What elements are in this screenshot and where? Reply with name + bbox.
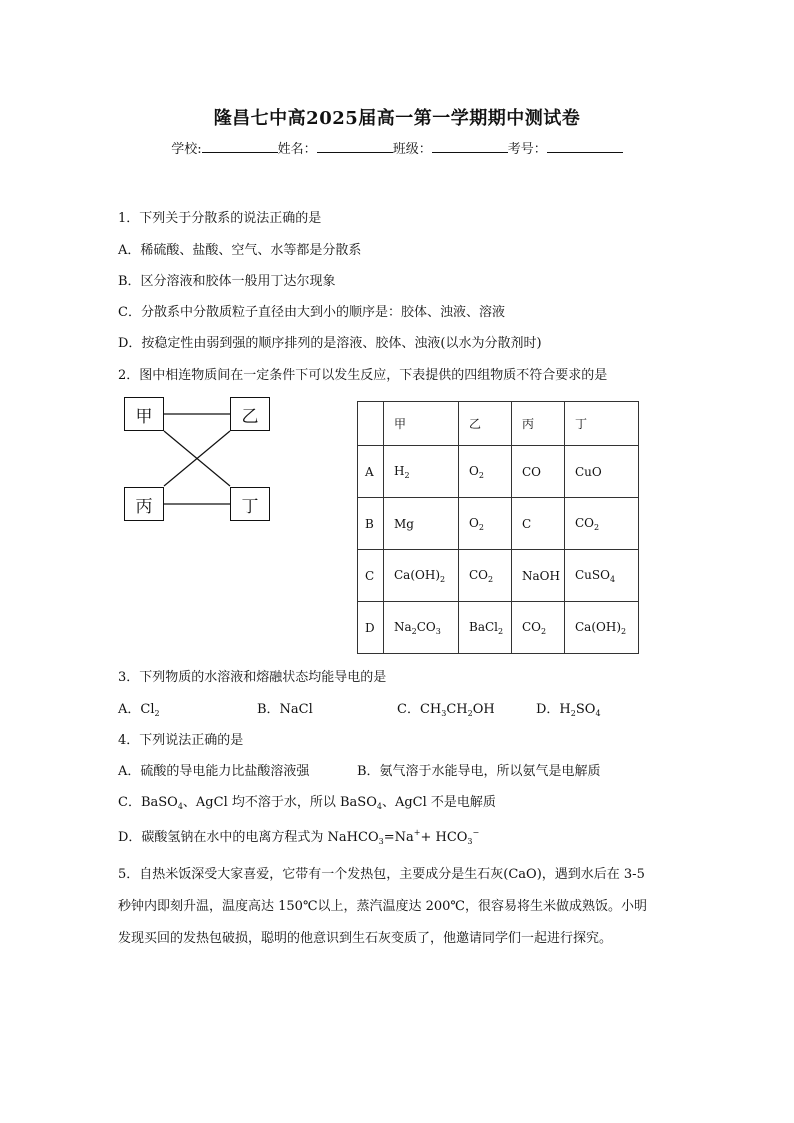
class-label: 班级： [392,142,432,157]
table-cell: CO [512,446,565,498]
table-cell: $O_2$ [459,498,512,550]
q3-option-b: B．NaCl [257,702,313,717]
class-blank[interactable] [432,140,508,153]
table-cell: C [512,498,565,550]
q5-line-2: 秒钟内即刻升温，温度高达 150℃以上，蒸汽温度达 200℃，很容易将生米做成熟饭。小明 [118,899,647,914]
q2-stem: 2．图中相连物质间在一定条件下可以发生反应，下表提供的四组物质不符合要求的是 [118,368,608,383]
box-bing: 丙 [124,487,164,521]
header-cell: 丙 [512,402,565,446]
table-cell: BaCl$_2$ [459,602,512,654]
q3-option-d: D．$H_2SO_4$ [536,702,601,718]
table-cell: $CO_2$ [565,498,639,550]
exam-no-blank[interactable] [547,140,623,153]
table-row [358,446,639,498]
table-cell: $O_2$ [459,446,512,498]
box-ding: 丁 [230,487,270,521]
table-row [358,550,639,602]
q1-option-d: D．按稳定性由弱到强的顺序排列的是溶液、胶体、浊液(以水为分散剂时) [118,336,542,351]
q2-options-table [357,401,639,654]
q5-line-1: 5．自热米饭深受大家喜爱，它带有一个发热包，主要成分是生石灰(CaO)，遇到水后在 3-5 [118,867,645,882]
table-row [358,498,639,550]
school-label: 学校: [171,142,202,157]
table-cell: NaOH [512,550,565,602]
q3-option-a: A．$Cl_2$ [118,702,160,718]
q5-line-3: 发现买回的发热包破损，聪明的他意识到生石灰变质了，他邀请同学们一起进行探究。 [118,931,613,946]
table-cell: $CO_2$ [459,550,512,602]
q4-option-c: C．BaSO$_4$、AgCl 均不溶于水，所以 BaSO$_4$、AgCl 不是电解质 [118,795,496,811]
q1-option-b: B．区分溶液和胶体一般用丁达尔现象 [118,274,336,289]
exam-title: 隆昌七中高2025届高一第一学期期中测试卷 [213,108,581,129]
table-cell: Mg [384,498,459,550]
q4-option-b: B．氨气溶于水能导电，所以氨气是电解质 [357,764,601,779]
table-cell: $H_2$ [384,446,459,498]
table-cell: CuO [565,446,639,498]
box-jia: 甲 [124,397,164,431]
q1-option-c: C．分散系中分散质粒子直径由大到小的顺序是：胶体、浊液、溶液 [118,305,505,320]
table-row [358,602,639,654]
q3-option-c: C．$CH_3CH_2OH$ [397,702,495,718]
table-cell: CuSO$_4$ [565,550,639,602]
box-yi: 乙 [230,397,270,431]
name-blank[interactable] [317,140,393,153]
header-cell: 丁 [565,402,639,446]
row-label: B [358,498,384,550]
q1-stem: 1．下列关于分散系的说法正确的是 [118,211,322,226]
q1-option-a: A．稀硫酸、盐酸、空气、水等都是分散系 [118,243,362,258]
header-cell: 乙 [459,402,512,446]
q4-option-a: A．硫酸的导电能力比盐酸溶液强 [118,764,310,779]
row-label: C [358,550,384,602]
exam-no-label: 考号： [507,142,547,157]
header-cell: 甲 [384,402,459,446]
table-header-row [358,402,639,446]
school-blank[interactable] [202,140,278,153]
row-label: D [358,602,384,654]
student-info-line [0,138,794,157]
row-label: A [358,446,384,498]
header-cell [358,402,384,446]
table-cell: $CO_2$ [512,602,565,654]
table-cell: $Na_2CO_3$ [384,602,459,654]
q4-stem: 4．下列说法正确的是 [118,733,244,748]
table-cell: $Ca(OH)_2$ [565,602,639,654]
table-cell: $Ca(OH)_2$ [384,550,459,602]
q3-stem: 3．下列物质的水溶液和熔融状态均能导电的是 [118,670,387,685]
q4-option-d: D．碳酸氢钠在水中的电离方程式为 NaHCO$_3$=Na++ $HCO_3^-$ [118,828,480,846]
reaction-diagram [122,396,272,526]
name-label: 姓名： [277,142,317,157]
